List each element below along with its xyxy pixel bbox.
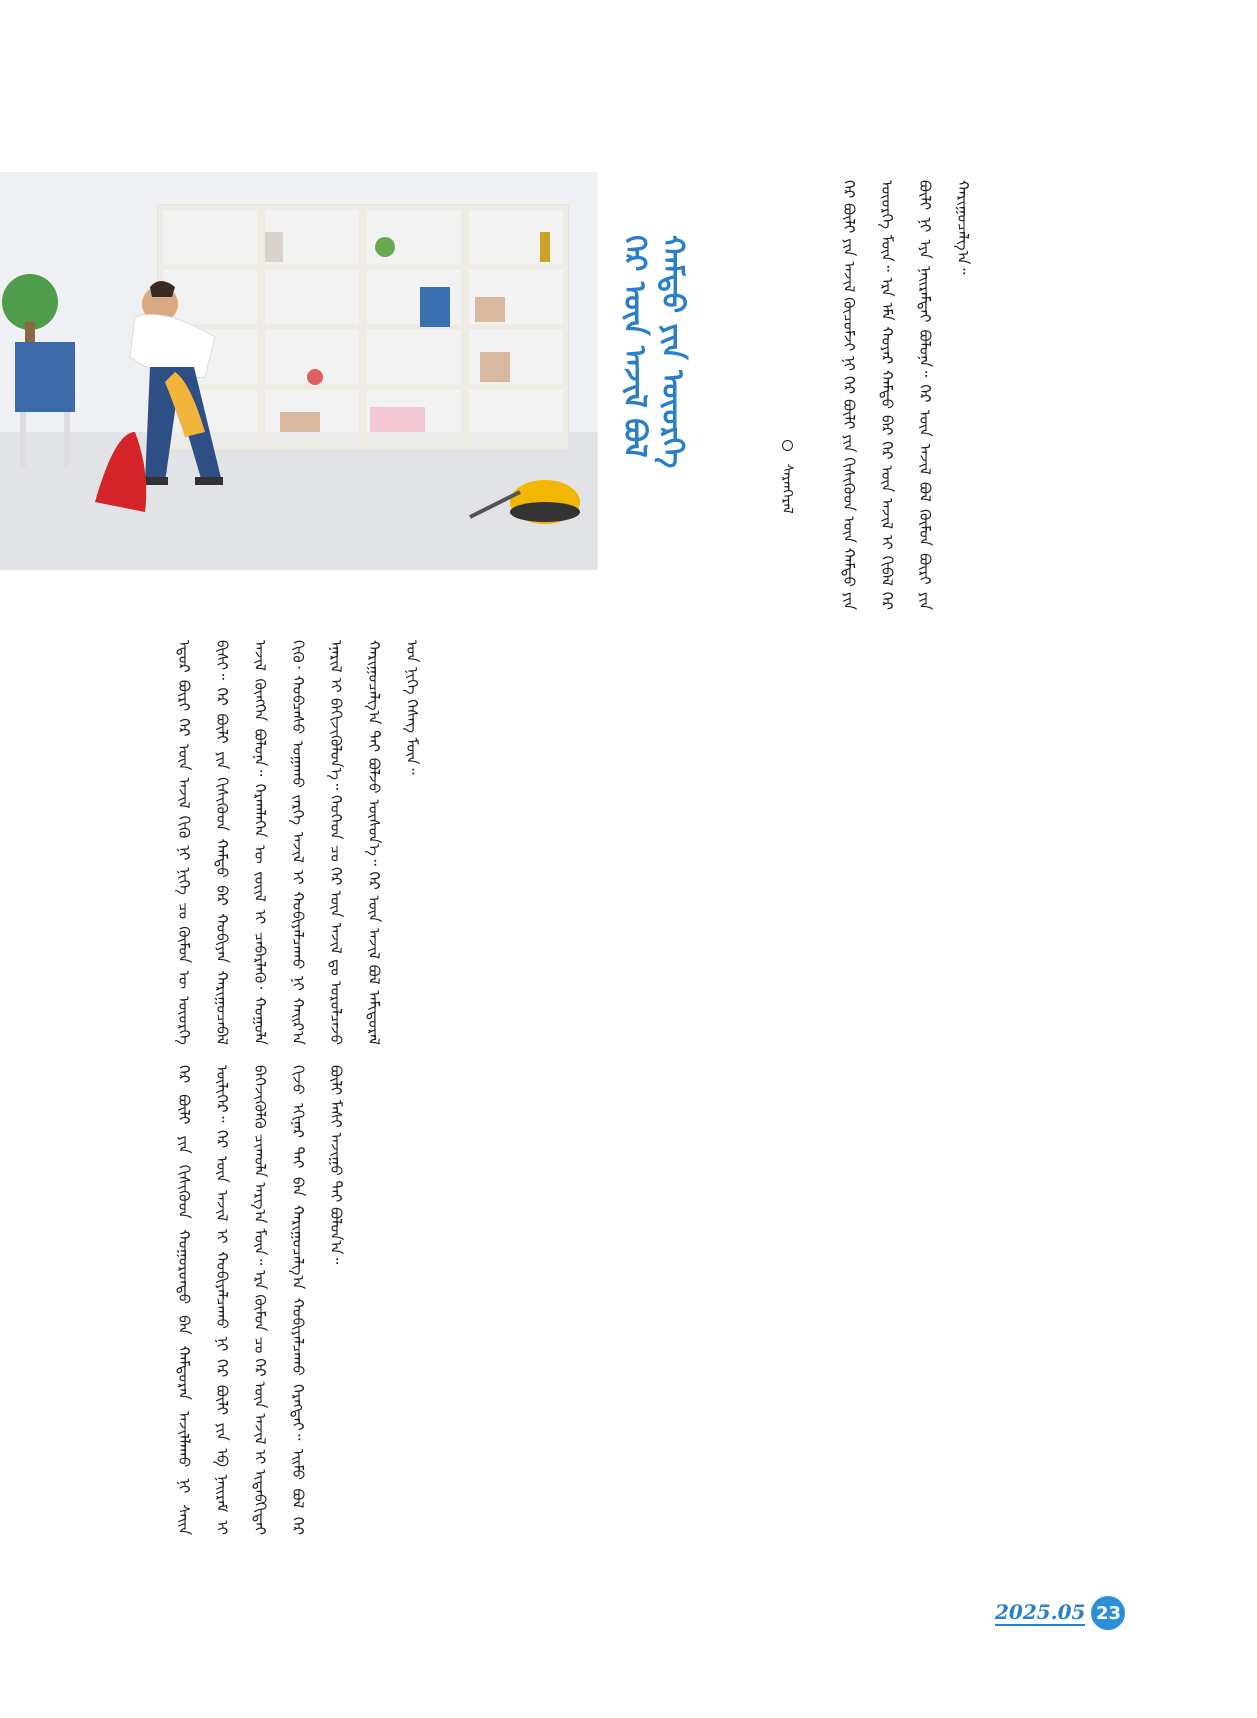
body-text-middle: ᠡᠳᠦᠷ ᠪᠦᠷᠢ ᠭᠡᠷ ᠦᠨ ᠠᠵᠢᠯ ᠬᠢᠬᠦ ᠨᠢ ᠨᠢᠭᠡ ᠴᠤ ᠬᠦᠮᠦᠨ ᠦ ᠦᠦᠷᠭᠡ ᠪᠢᠰᠢ᠃ ᠭᠡᠷ ᠪᠦᠯᠢ ᠶᠢᠨ ᠭᠢᠰᠢᠭᠦᠳ ᠬᠠᠮᠲᠤ ᠪᠡᠷ ᠬᠤᠪᠢᠶᠠᠨ ᠬᠠᠷᠢᠭᠤᠴᠠᠪᠠᠯ ᠠᠵᠢᠯ ᠬᠦᠩᠭᠡᠨ ᠪᠣᠯᠤᠨᠠ᠃ ᠬᠡᠷᠡᠭ᠍ᠯᠡᠭᠡᠨ ᠦ ᠵᠦᠢᠯ ᠢ ᠴᠡᠪᠡᠷᠯᠡᠬᠦ᠂ ᠬᠣᠭᠣᠯᠠ ᠬᠢᠬᠦ᠂ ᠬᠤᠪᠴᠠᠰᠤ ᠤᠭᠠᠬᠤ ᠵᠡᠷᠭᠡ ᠠᠵᠢᠯ ᠢ ᠬᠤᠪᠢᠶᠠᠯᠴᠠᠬᠤ ᠨᠢ ᠬᠠᠢᠷ᠎ᠠ ᠡᠨᠡᠷᠢᠯ ᠢ ᠪᠡᠬᠢᠵᠢᠭᠦᠯᠦᠨ᠎ᠡ᠃ ᠬᠡᠦᠬᠡᠳ ᠴᠤ ᠭᠡᠷ ᠦᠨ ᠠᠵᠢᠯ ᠳᠤ ᠣᠷᠣᠯᠴᠠᠵᠤ ᠬᠠᠷᠢᠭᠤᠴᠠᠯᠭ᠎ᠠ ᠲᠠᠢ ᠪᠣᠯᠵᠤ ᠥᠰᠦᠨ᠎ᠡ᠃ ᠭᠡᠷ ᠦᠨ ᠠᠵᠢᠯ ᠪᠣᠯ ᠠᠮᠢᠳᠤᠷᠠᠯ ᠤᠨ ᠨᠢᠭᠡ ᠬᠡᠰᠡᠭ ᠮᠦᠨ᠃	[175, 640, 421, 1045]
page-number-badge: 23	[1091, 1596, 1125, 1630]
circle-bullet-icon	[782, 440, 793, 451]
article-photo	[0, 172, 598, 570]
headline-line-1: ᠭᠡᠷ ᠦᠨ ᠠᠵᠢᠯ ᠪᠣᠯ	[617, 235, 652, 458]
headline-line-2: ᠬᠠᠮᠲᠤ ᠶᠢᠨ ᠦᠦᠷᠭᠡ	[655, 235, 690, 469]
body-text-lower: ᠭᠡᠷ ᠪᠦᠯᠢ ᠶᠢᠨ ᠭᠢᠰᠢᠭᠦᠳ ᠬᠣᠭᠣᠷᠣᠨᠳᠤ ᠪᠡᠨ ᠬᠠᠮᠲᠤᠷᠠᠨ ᠠᠵᠢᠯᠯᠠᠬᠤ ᠨᠢ ᠰᠠᠢᠨ ᠦᠯᠢᠭᠡᠷ᠃ ᠭᠡᠷ ᠦᠨ ᠠᠵᠢᠯ ᠢ ᠬᠤᠪᠢᠶᠠᠯᠴᠠᠬᠤ ᠨᠢ ᠭᠡᠷ ᠪᠦᠯᠢ ᠶᠢᠨ ᠡᠪ ᠨᠠᠢᠷᠠᠮ ᠢ ᠪᠡᠬᠡᠵᠢᠭᠦᠯᠬᠦ ᠴᠢᠬᠤᠯᠠ ᠠᠷᠭ᠎ᠠ ᠮᠦᠨ᠃ ᠡᠷᠡ ᠬᠦᠮᠦᠨ ᠴᠤ ᠭᠡᠷ ᠦᠨ ᠠᠵᠢᠯ ᠢ ᠢᠳᠡᠪᠬᠢᠲᠡᠢ ᠬᠢᠵᠦ ᠡᠬᠢᠨᠡᠷ ᠲᠡᠢ ᠪᠡᠨ ᠬᠠᠷᠢᠭᠤᠴᠠᠯᠭ᠎ᠠ ᠬᠤᠪᠢᠶᠠᠯᠴᠠᠬᠤ ᠬᠡᠷᠡᠭᠲᠡᠢ᠃ ᠡᠢᠮᠦ ᠪᠣᠯ ᠭᠡᠷ ᠪᠦᠯᠢ ᠮᠠᠰᠢ ᠠᠵᠢᠭᠤ ᠲᠡᠢ ᠪᠣᠯᠤᠨ᠎ᠠ᠃	[175, 1065, 345, 1535]
author-name: ᠰᠠᠷᠠᠨᠭᠡᠷᠡᠯ	[779, 463, 795, 514]
body-text-upper-right: ᠭᠡᠷ ᠪᠦᠯᠢ ᠶᠢᠨ ᠠᠵᠢᠯ ᠬᠦᠴᠦᠮᠵᠢ ᠨᠢ ᠭᠡᠷ ᠪᠦᠯᠢ ᠶᠢᠨ ᠭᠢᠰᠢᠭᠦᠳ ᠦᠨ ᠬᠠᠮᠲᠤ ᠶᠢᠨ ᠦᠦᠷᠭᠡ ᠮᠦᠨ᠃ ᠡᠷᠡ ᠡᠮᠡ ᠬᠣᠶᠠᠷ ᠬᠠᠮᠲᠤ ᠪᠡᠷ ᠭᠡᠷ ᠦᠨ ᠠᠵᠢᠯ ᠢ ᠬᠢᠪᠡᠯ ᠭᠡᠷ ᠪᠦᠯᠢ ᠨᠢ ᠡᠶᠡ ᠨᠠᠢᠷᠠᠮᠳᠠᠢ ᠪᠣᠯᠤᠨᠠ᠃ ᠭᠡᠷ ᠦᠨ ᠠᠵᠢᠯ ᠪᠣᠯ ᠬᠦᠮᠦᠨ ᠪᠦᠷᠢ ᠶᠢᠨ ᠬᠠᠷᠢᠭᠤᠴᠠᠯᠭ᠎ᠠ᠃	[840, 180, 972, 610]
author-byline	[775, 440, 799, 540]
article-headline	[615, 235, 691, 580]
issue-date: 2025.05	[995, 1600, 1086, 1624]
photo-man-cleaning	[0, 172, 598, 570]
page-folio	[995, 1595, 1125, 1631]
